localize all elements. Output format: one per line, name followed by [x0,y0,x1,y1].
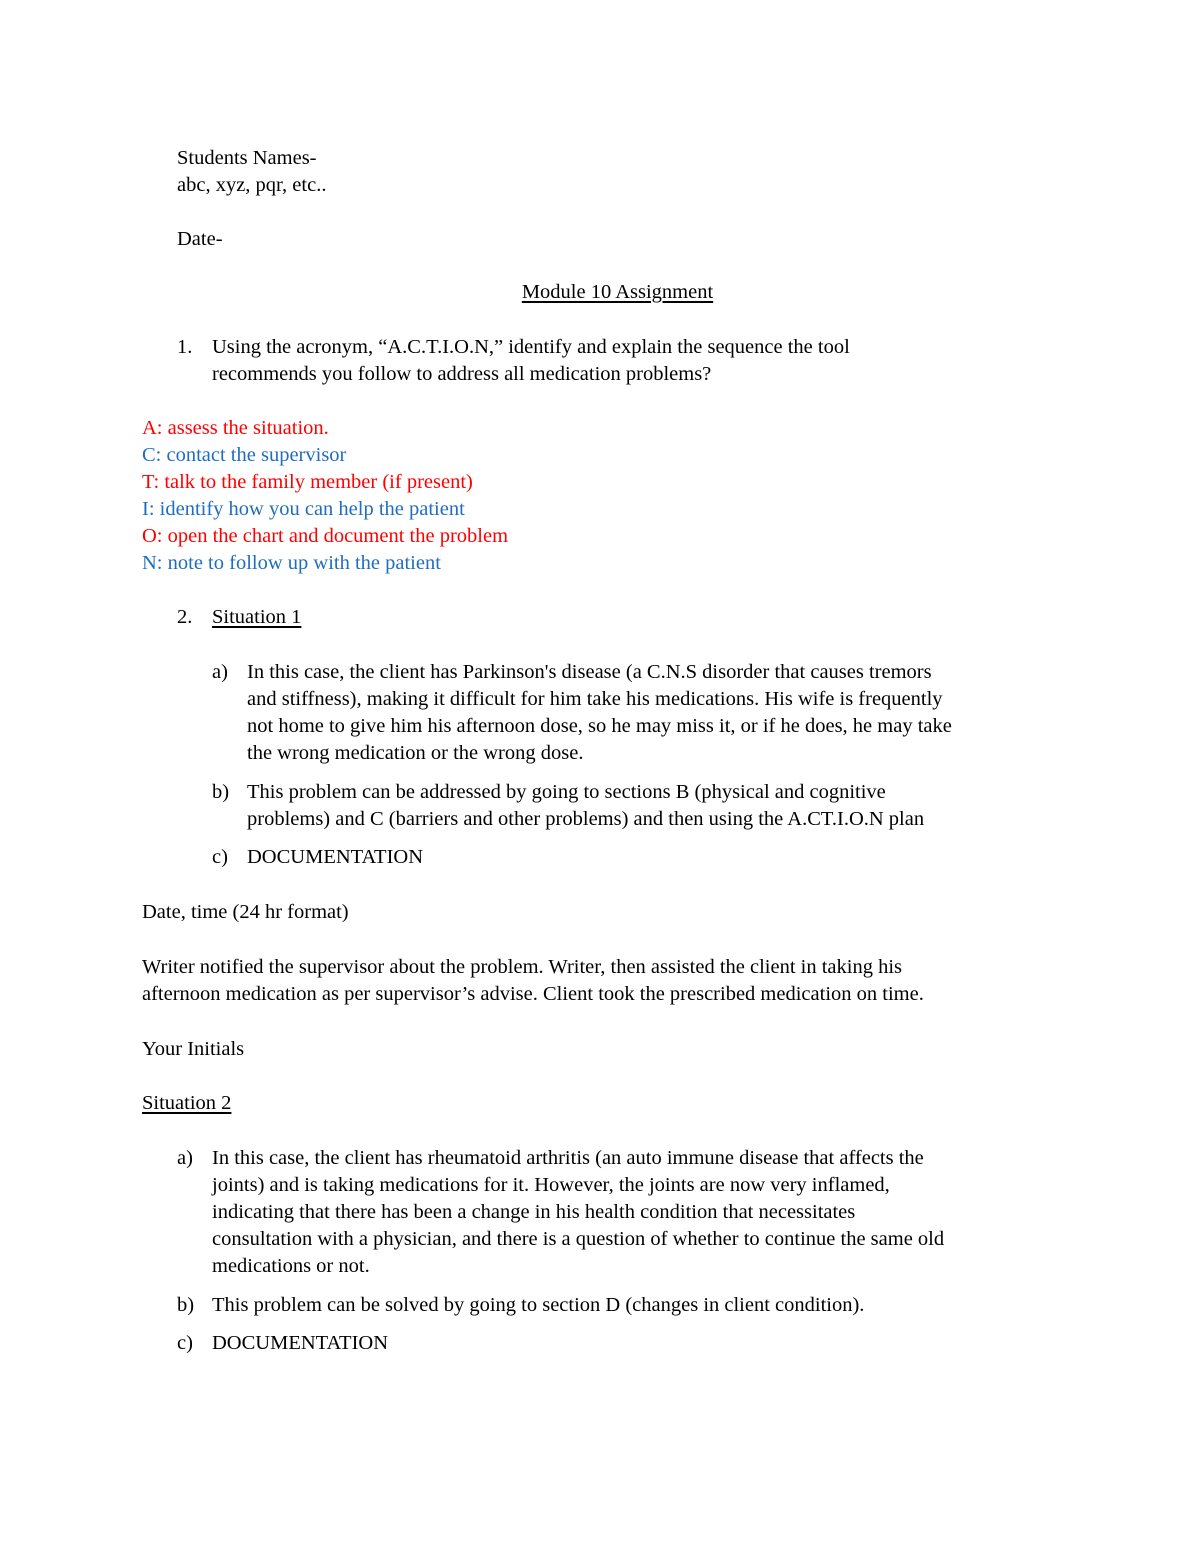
s2-heading: Situation 2 [142,1092,232,1114]
q1-number: 1. [177,336,193,358]
s2-a-line-1: In this case, the client has rheumatoid arthritis (an auto immune disease that affects the [212,1147,924,1169]
s2-b-marker: b) [177,1294,195,1316]
action-c: C: contact the supervisor [142,444,347,466]
s1-a-line-4: the wrong medication or the wrong dose. [247,742,584,764]
action-t: T: talk to the family member (if present) [142,471,473,493]
doc-initials: Your Initials [142,1038,245,1060]
action-i: I: identify how you can help the patient [142,498,465,520]
s1-a-line-1: In this case, the client has Parkinson's disease (a C.N.S disorder that causes tremors [247,661,932,683]
students-names-label: Students Names- [177,147,317,169]
action-o: O: open the chart and document the problem [142,525,509,547]
doc-datetime: Date, time (24 hr format) [142,901,349,923]
s2-a-marker: a) [177,1147,193,1169]
s1-a-marker: a) [212,661,228,683]
s2-a-line-2: joints) and is taking medications for it. However, the joints are now very inflamed, [212,1174,890,1196]
s1-b-line-1: This problem can be addressed by going to sections B (physical and cognitive [247,781,886,803]
q1-line-1: Using the acronym, “A.C.T.I.O.N,” identify and explain the sequence the tool [212,336,850,358]
s2-c-text: DOCUMENTATION [212,1332,389,1354]
page-title: Module 10 Assignment [521,281,714,303]
action-a: A: assess the situation. [142,417,329,439]
s1-b-line-2: problems) and C (barriers and other problems) and then using the A.CT.I.O.N plan [247,808,925,830]
s1-a-line-3: not home to give him his afternoon dose, so he may miss it, or if he does, he may take [247,715,952,737]
doc-note-line-2: afternoon medication as per supervisor’s advise. Client took the prescribed medication on time. [142,983,924,1005]
s1-a-line-2: and stiffness), making it difficult for him take his medications. His wife is frequently [247,688,943,710]
s1-b-marker: b) [212,781,230,803]
date-label: Date- [177,228,223,250]
students-names-value: abc, xyz, pqr, etc.. [177,174,327,196]
s1-number: 2. [177,606,193,628]
s2-b-text: This problem can be solved by going to section D (changes in client condition). [212,1294,865,1316]
s2-a-line-4: consultation with a physician, and there is a question of whether to continue the same old [212,1228,945,1250]
s2-c-marker: c) [177,1332,193,1354]
s2-a-line-3: indicating that there has been a change in his health condition that necessitates [212,1201,856,1223]
doc-note-line-1: Writer notified the supervisor about the problem. Writer, then assisted the client in taking his [142,956,903,978]
s1-heading: Situation 1 [212,606,302,628]
action-n: N: note to follow up with the patient [142,552,441,574]
s2-a-line-5: medications or not. [212,1255,370,1277]
s1-c-text: DOCUMENTATION [247,846,424,868]
s1-c-marker: c) [212,846,228,868]
q1-line-2: recommends you follow to address all medication problems? [212,363,712,385]
